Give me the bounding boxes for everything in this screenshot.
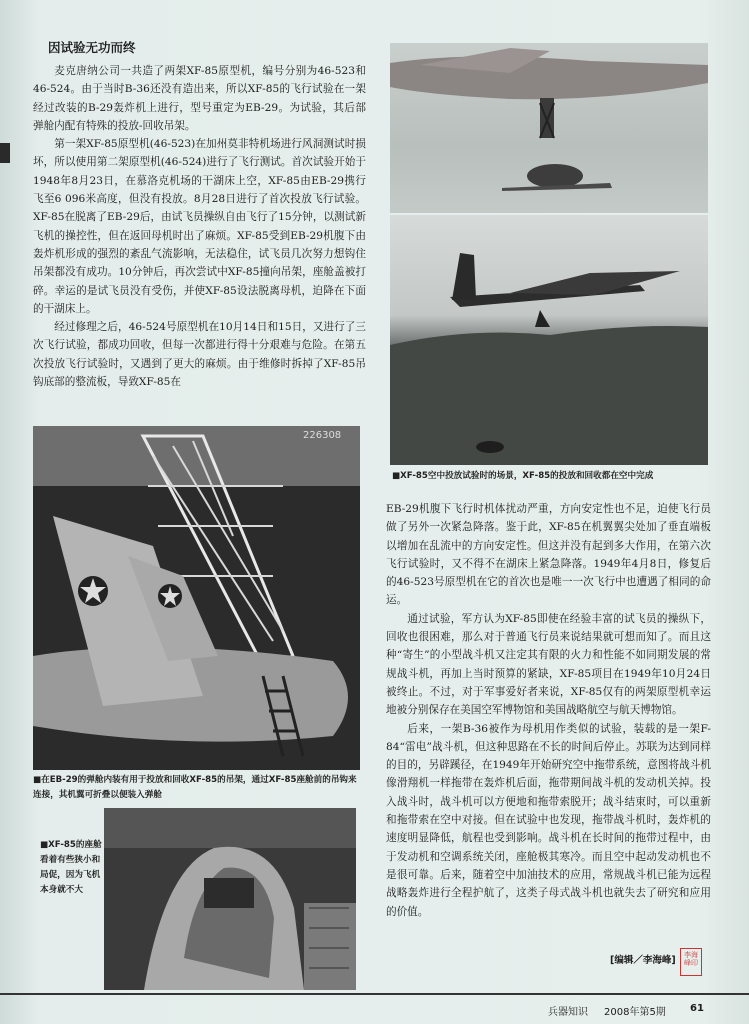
- serial-number-text: 226308: [303, 430, 342, 441]
- bomber-underside-illustration: [390, 43, 708, 213]
- editor-seal: 李海峰印: [680, 948, 702, 976]
- paragraph: 通过试验，军方认为XF-85即使在经验丰富的试飞员的操纵下，回收也很困难，那么对于普通飞行员来说结果就可想而知了。而且这种“寄生”的小型战斗机又注定其有限的火力和性能不如同期发展的常规战斗机，再加上当时预算的紧缺，XF-85项目在1949年10月24日被终止。不过，对于军事爱好者来说，XF-85仅有的两架原型机幸运地被分别保存在美国空军博物馆和美国战略航空与航天博物馆。: [386, 612, 711, 717]
- footer-rule: [0, 993, 749, 995]
- section-heading: 因试验无功而终: [48, 40, 136, 55]
- photo-cockpit: [104, 808, 356, 990]
- left-text-column: [33, 62, 366, 391]
- footer-page-number: 61: [690, 1003, 704, 1014]
- caption-top-right: ■XF-85空中投放试验时的场景，XF-85的投放和回收都在空中完成: [392, 471, 654, 481]
- hangar-xf85-illustration: [33, 426, 360, 770]
- footer-magazine: 兵器知识: [548, 1007, 588, 1018]
- bomber-in-flight-illustration: [390, 215, 708, 465]
- binding-mark: [0, 143, 10, 163]
- right-text-column: [386, 500, 711, 921]
- paragraph: 经过修理之后，46-524号原型机在10月14日和15日，又进行了三次飞行试验，都成功回收，但每一次都进行得十分艰难与危险。在第五次投放飞行试验时，又遇到了更大的麻烦。由于维修时拆掉了XF-85吊钩底部的整流板，导致XF-85在: [33, 321, 366, 389]
- photo-drop-test-top: [390, 43, 708, 213]
- editor-credit: [编辑／李海峰]: [610, 955, 676, 966]
- caption-bottom-left: ■XF-85的座舱看着有些狭小和局促，因为飞机本身就不大: [40, 840, 102, 895]
- footer-issue: 2008年第5期: [604, 1007, 666, 1018]
- paragraph: 第一架XF-85原型机(46-523)在加州莫非特机场进行风洞测试时损坏，所以使用第二架原型机(46-524)进行了飞行测试。首次试验开始于1948年8月23日，在慕洛克机场的干湖床上空，XF-85由EB-29携行飞至6 096米高度，但没有投放。8月28日进行了首次投放飞行试验。XF-85在脱离了EB-29后，由试飞员操纵自由飞行了15分钟，以测试新飞机的操控性，但在返回母机时出了麻烦。XF-85受到EB-29机腹下由轰炸机形成的强烈的紊乱气流影响，无法稳住，试飞员几次努力想钩住吊架都没有成功。10分钟后，再次尝试中XF-85撞向吊架，座舱盖被打碎。幸运的是试飞员没有受伤，并使XF-85设法脱离母机，迫降在下面的干湖床上。: [33, 138, 366, 315]
- photo-drop-test-flight: [390, 215, 708, 465]
- photo-hangar-trapeze: [33, 426, 360, 770]
- caption-middle-left: ■在EB-29的弹舱内装有用于投放和回收XF-85的吊架，通过XF-85座舱前的吊钩来连接，其机翼可折叠以便装入弹舱: [33, 775, 357, 800]
- paragraph: 麦克唐纳公司一共造了两架XF-85原型机，编号分别为46-523和46-524。由于当时B-36还没有造出来，所以XF-85的飞行试验在一架经过改装的B-29轰炸机上进行，型号重定为EB-29。为试验，其后部弹舱内配有特殊的投放-回收吊架。: [33, 65, 366, 132]
- paragraph: EB-29机腹下飞行时机体扰动严重，方向安定性也不足，迫使飞行员做了另外一次紧急降落。鉴于此，XF-85在机翼翼尖处加了垂直端板以增加在乱流中的方向安定性。但这并没有起到多大作用，在第六次飞行试验时，又不得不在湖床上紧急降落。1949年4月8日，修复后的46-523号原型机在它的首次也是唯一一次飞行中也遭遇了相同的命运。: [386, 503, 711, 607]
- paragraph: 后来，一架B-36被作为母机用作类似的试验，装载的是一架F-84“雷电”战斗机，但这种思路在不长的时间后停止。苏联为达到同样的目的，另辟蹊径，在1949年开始研究空中拖带系统，意图将战斗机像滑翔机一样拖带在轰炸机后面，拖带期间战斗机的发动机关掉。投入战斗时，战斗机可以方便地和拖带索脱开；战斗结束时，可以重新和拖带索在空中对接。但在试验中也发现，拖带战斗机时，轰炸机的速度明显降低，航程也受到影响。战斗机在长时间的拖带过程中，由于发动机和空调系统关闭，座舱极其寒冷。而且空中起动发动机也不是很可靠。后来，随着空中加油技术的应用，常规战斗机已能为远程战略轰炸进行全程护航了，这类子母式战斗机也就失去了研究和应用的价值。: [386, 722, 711, 918]
- cockpit-illustration: [104, 808, 356, 990]
